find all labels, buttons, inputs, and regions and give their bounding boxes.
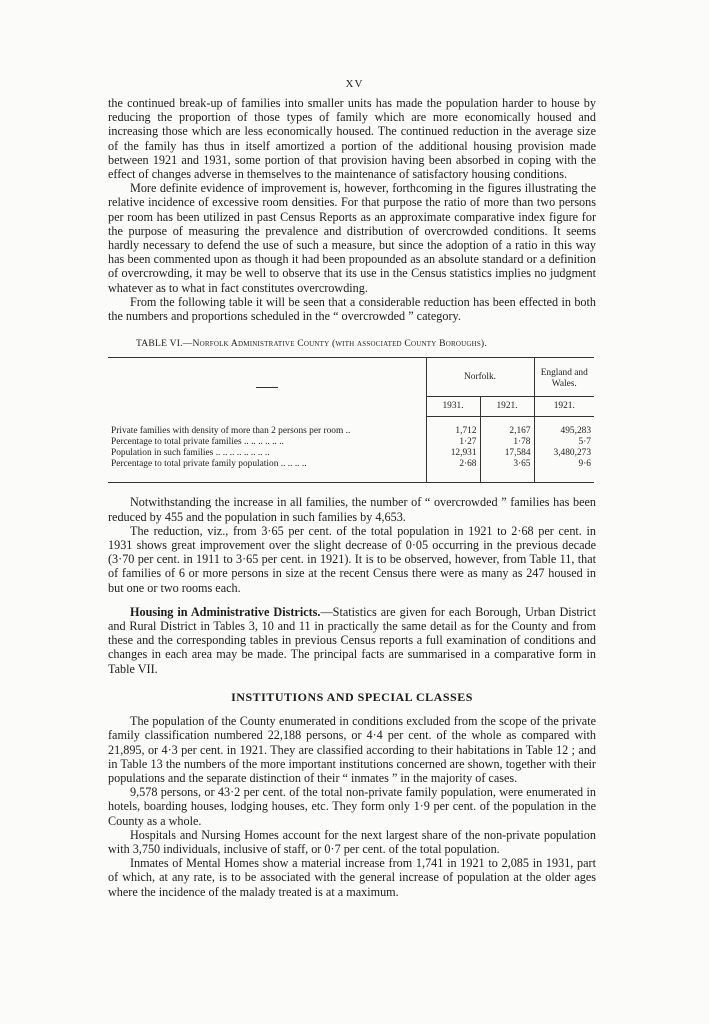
paragraph: The population of the County enumerated in conditions excluded from the scope of the private family classification numbered 22,188 persons, or 4·4 per cent. of the whole as compared with 21,895, or 4·3 per cent. in 1921. They are classified according to their habitations in Table 12 ; and in Table 13 the numbers of the more important institutions concerned are shown, together with their populations and the separate distinction of their “ inmates ” in the majority of cases. <box>108 714 596 785</box>
cell: 12,931 <box>426 448 480 459</box>
cell: 5·7 <box>534 437 594 448</box>
housing-paragraph <box>108 605 596 676</box>
year-header: 1931. <box>426 397 480 417</box>
cell: 1·27 <box>426 437 480 448</box>
paragraph: the continued break-up of families into smaller units has made the population harder to house by reducing the proportion of those types of family which are more economically housed and increasing those which are less economically housed. The continued reduction in the average size of the family has thus in itself amortized a portion of the additional housing provision made between 1921 and 1931, some portion of that provision having been absorbed in coping with the effect of changes adverse in themselves to the maintenance of satisfactory housing conditions. <box>108 96 596 182</box>
paragraph: Inmates of Mental Homes show a material increase from 1,741 in 1921 to 2,085 in 1931, part of which, at any rate, is to be associated with the general increase of population at the older ages where the incidence of the malady treated is at a maximum. <box>108 856 596 899</box>
row-label: Population in such families .. .. .. .. .. .. .. .. <box>111 448 270 459</box>
year-header: 1921. <box>480 397 534 417</box>
table-row <box>108 459 594 483</box>
row-label: Percentage to total private families .. .. .. .. .. .. <box>111 437 284 448</box>
page-number: XV <box>345 78 364 90</box>
paragraph: Notwithstanding the increase in all families, the number of “ overcrowded ” families has been reduced by 455 and the population in such families by 4,653. <box>108 495 596 524</box>
cell: 9·6 <box>534 459 594 483</box>
overcrowding-table <box>108 357 594 483</box>
paragraph: 9,578 persons, or 43·2 per cent. of the total non-private family population, were enumerated in hotels, boarding houses, lodging houses, etc. They form only 1·9 per cent. of the population in the County as a whole. <box>108 785 596 828</box>
cell: 3,480,273 <box>534 448 594 459</box>
table-caption-prefix: TABLE VI.— <box>136 338 193 350</box>
cell: 2,167 <box>480 417 534 438</box>
cell: 495,283 <box>534 417 594 438</box>
paragraph: More definite evidence of improvement is, however, forthcoming in the figures illustrating the relative incidence of excessive room densities. For that purpose the ratio of more than two persons per room has been utilized in past Census Reports as an approximate comparative index figure for the purpose of measuring the prevalence and distribution of overcrowded conditions. It seems hardly necessary to defend the use of such a measure, but since the adoption of a ratio in this way has been commented upon as though it had been propounded as an absolute standard or a definition of overcrowding, it may be well to observe that its use in the Census statistics implies no judgment whatever as to what in fact constitutes overcrowding. <box>108 181 596 295</box>
table-stub-header <box>108 358 426 417</box>
paragraph: The reduction, viz., from 3·65 per cent. of the total population in 1921 to 2·68 per cent. in 1931 shows great improvement over the slight decrease of 0·05 occurring in the previous decade (3·70 per cent. in 1911 to 3·65 per cent. in 1921). It is to be observed, however, from Table 11, that of families of 6 or more persons in size at the recent Census there were as many as 247 housed in but one or two rooms each. <box>108 523 596 595</box>
table-caption <box>136 337 596 351</box>
table-row <box>108 437 594 448</box>
col-england-wales: England and Wales. <box>534 358 594 397</box>
housing-text: —Statistics are given for each Borough, Urban District and Rural District in Tables 3, 10 and 11 in practically the same detail as for the County and from these and the corresponding tables in previous Census reports a full examination of conditions and changes in each area may be made. The principal facts are summarised in a comparative form in Table VII. <box>108 604 597 676</box>
cell: 3·65 <box>480 459 534 483</box>
table-row <box>108 417 594 438</box>
row-label: Percentage to total private family population .. .. .. .. <box>108 459 426 483</box>
row-label: Private families with density of more than 2 persons per room .. <box>111 426 351 437</box>
cell: 17,584 <box>480 448 534 459</box>
paragraph: Hospitals and Nursing Homes account for the next largest share of the non-private population with 3,750 individuals, inclusive of staff, or 0·7 per cent. of the total population. <box>108 827 596 856</box>
year-header: 1921. <box>534 397 594 417</box>
cell: 1,712 <box>426 417 480 438</box>
paragraph: From the following table it will be seen that a considerable reduction has been effected in both the numbers and proportions scheduled in the “ overcrowded ” category. <box>108 294 596 324</box>
cell: 1·78 <box>480 437 534 448</box>
section-heading: INSTITUTIONS AND SPECIAL CLASSES <box>231 689 473 704</box>
housing-lead: Housing in Administrative Districts. <box>130 604 321 619</box>
table-caption-title: Norfolk Administrative County (with associated County Boroughs). <box>192 338 487 350</box>
cell: 2·68 <box>426 459 480 483</box>
table-row <box>108 448 594 459</box>
col-norfolk: Norfolk. <box>426 358 534 397</box>
document-body <box>108 96 596 899</box>
